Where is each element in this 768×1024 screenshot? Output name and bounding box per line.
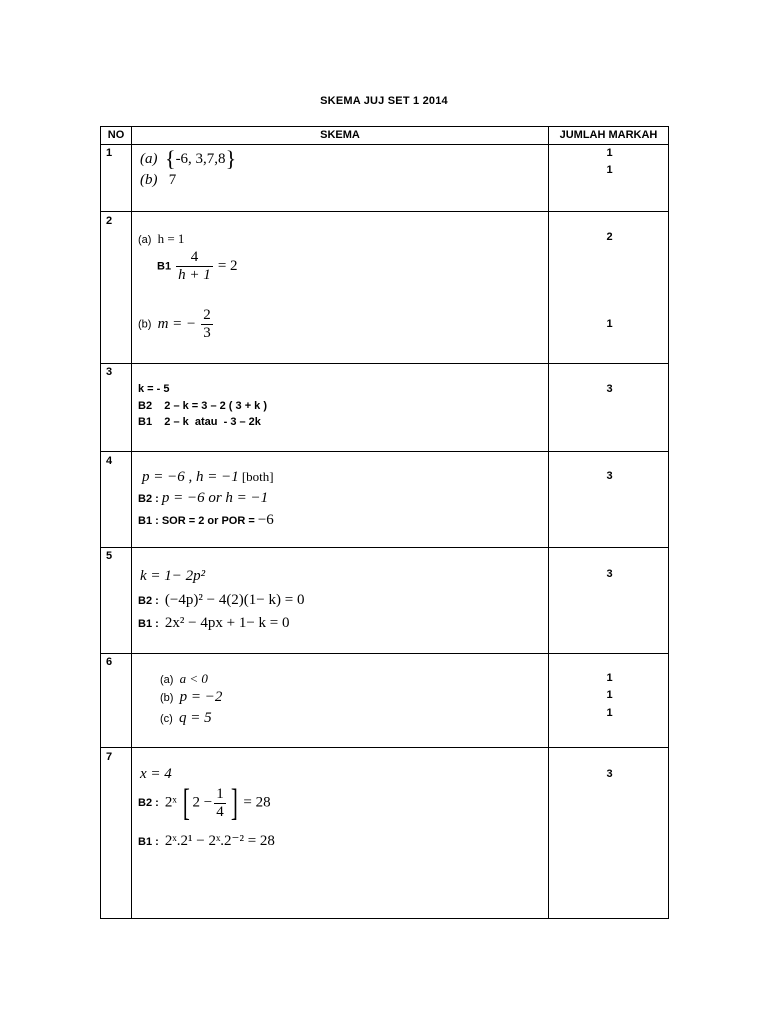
q3-b1-working: B1 2 – k atau - 3 – 2k bbox=[138, 416, 261, 428]
q5-b1-label: B1 : bbox=[138, 618, 159, 630]
q6-part-c bbox=[160, 710, 212, 727]
q1-a-set: -6, 3,7,8 bbox=[175, 151, 226, 167]
q2-b-fraction bbox=[201, 307, 213, 342]
q2-b-label: (b) bbox=[138, 318, 152, 331]
q7-b2-right-bracket: ] bbox=[230, 782, 238, 824]
q4-b1-working bbox=[138, 512, 274, 529]
q2-b1-denominator: h + 1 bbox=[178, 267, 211, 283]
q7-b2-inner: 2 − bbox=[192, 794, 213, 811]
q6-a-label: (a) bbox=[160, 674, 174, 686]
q2-b-denominator: 3 bbox=[203, 325, 211, 341]
q5-mark: 3 bbox=[606, 568, 613, 580]
q4-answer-note: [both] bbox=[241, 469, 274, 484]
header-jumlah-markah: JUMLAH MARKAH bbox=[559, 129, 658, 141]
q2-a-label: (a) bbox=[138, 234, 152, 246]
q5-b2-label: B2 : bbox=[138, 595, 159, 607]
q3-mark: 3 bbox=[606, 383, 613, 395]
q2-mark-a: 2 bbox=[606, 231, 613, 243]
q4-b2-working bbox=[138, 490, 268, 507]
q4-b2-label: B2 : bbox=[138, 493, 159, 505]
question-number-3: 3 bbox=[106, 366, 113, 378]
q7-b1-working bbox=[138, 831, 275, 850]
q1-b-label: (b) bbox=[140, 172, 158, 188]
q2-b1-label: B1 bbox=[157, 260, 172, 273]
page-title: SKEMA JUJ SET 1 2014 bbox=[320, 95, 448, 107]
q2-a-answer: h = 1 bbox=[157, 231, 185, 246]
q1-a-label: (a) bbox=[140, 151, 158, 167]
q3-answer: k = - 5 bbox=[138, 383, 170, 395]
q2-mark-b: 1 bbox=[606, 318, 613, 330]
q6-mark-b: 1 bbox=[606, 689, 613, 701]
q2-b1-fraction bbox=[176, 249, 213, 284]
q6-part-b bbox=[160, 689, 222, 706]
q6-mark-a: 1 bbox=[606, 672, 613, 684]
q6-a-answer: a < 0 bbox=[179, 671, 208, 686]
q4-mark: 3 bbox=[606, 470, 613, 482]
q6-part-a bbox=[160, 671, 208, 687]
q7-b1-label: B1 : bbox=[138, 836, 159, 848]
q5-b1-working bbox=[138, 615, 290, 632]
q7-b2-label: B2 : bbox=[138, 797, 159, 809]
q1-part-b bbox=[140, 172, 176, 189]
q4-answer bbox=[142, 469, 274, 486]
q3-b2-working: B2 2 – k = 3 – 2 ( 3 + k ) bbox=[138, 400, 268, 412]
question-number-5: 5 bbox=[106, 550, 113, 562]
q7-b1-math: 2ˣ.2¹ − 2ˣ.2⁻² = 28 bbox=[164, 833, 275, 849]
q7-b2-numerator: 1 bbox=[216, 785, 224, 802]
q7-b2-rhs: = 28 bbox=[243, 794, 271, 811]
q2-part-b bbox=[138, 307, 215, 342]
question-number-1: 1 bbox=[106, 147, 113, 159]
q5-b1-math: 2x² − 4px + 1− k = 0 bbox=[164, 615, 290, 631]
q1-mark-a: 1 bbox=[606, 147, 613, 159]
header-skema: SKEMA bbox=[320, 129, 360, 141]
q2-b-numerator: 2 bbox=[203, 307, 211, 323]
question-number-7: 7 bbox=[106, 751, 113, 763]
q1-mark-b: 1 bbox=[606, 164, 613, 176]
q7-mark: 3 bbox=[606, 768, 613, 780]
q6-b-answer: p = −2 bbox=[179, 689, 223, 705]
q5-b2-math: (−4p)² − 4(2)(1− k) = 0 bbox=[164, 592, 305, 608]
q4-b1-label: B1 : SOR = 2 or POR = bbox=[138, 515, 255, 527]
question-number-4: 4 bbox=[106, 455, 113, 467]
q2-b1-rhs: = 2 bbox=[217, 258, 238, 274]
question-number-2: 2 bbox=[106, 215, 113, 227]
q4-b1-math: −6 bbox=[257, 512, 274, 528]
q5-b2-working bbox=[138, 592, 304, 609]
q2-part-a bbox=[138, 231, 184, 247]
q1-b-answer: 7 bbox=[168, 172, 177, 188]
question-number-6: 6 bbox=[106, 656, 113, 668]
q7-b2-left-bracket: [ bbox=[182, 782, 190, 824]
q7-b2-denominator: 4 bbox=[216, 803, 224, 820]
q2-b-lhs: m = − bbox=[157, 316, 197, 332]
q7-b2-fraction bbox=[214, 786, 226, 821]
q6-c-answer: q = 5 bbox=[178, 710, 212, 726]
q4-b2-math: p = −6 or h = −1 bbox=[161, 490, 269, 506]
q5-answer: k = 1− 2p² bbox=[140, 568, 206, 584]
q6-mark-c: 1 bbox=[606, 707, 613, 719]
q7-b2-working bbox=[138, 784, 271, 822]
q4-answer-math: p = −6 , h = −1 bbox=[142, 469, 239, 485]
q7-b2-base: 2ˣ bbox=[164, 794, 177, 811]
q1-part-a: (a) {-6, 3,7,8} bbox=[140, 146, 237, 171]
q6-b-label: (b) bbox=[160, 692, 174, 704]
q2-b1-numerator: 4 bbox=[190, 249, 199, 265]
q2-b1-working bbox=[157, 249, 238, 284]
q6-c-label: (c) bbox=[160, 713, 173, 725]
header-no: NO bbox=[107, 129, 125, 141]
q7-answer: x = 4 bbox=[140, 766, 172, 782]
